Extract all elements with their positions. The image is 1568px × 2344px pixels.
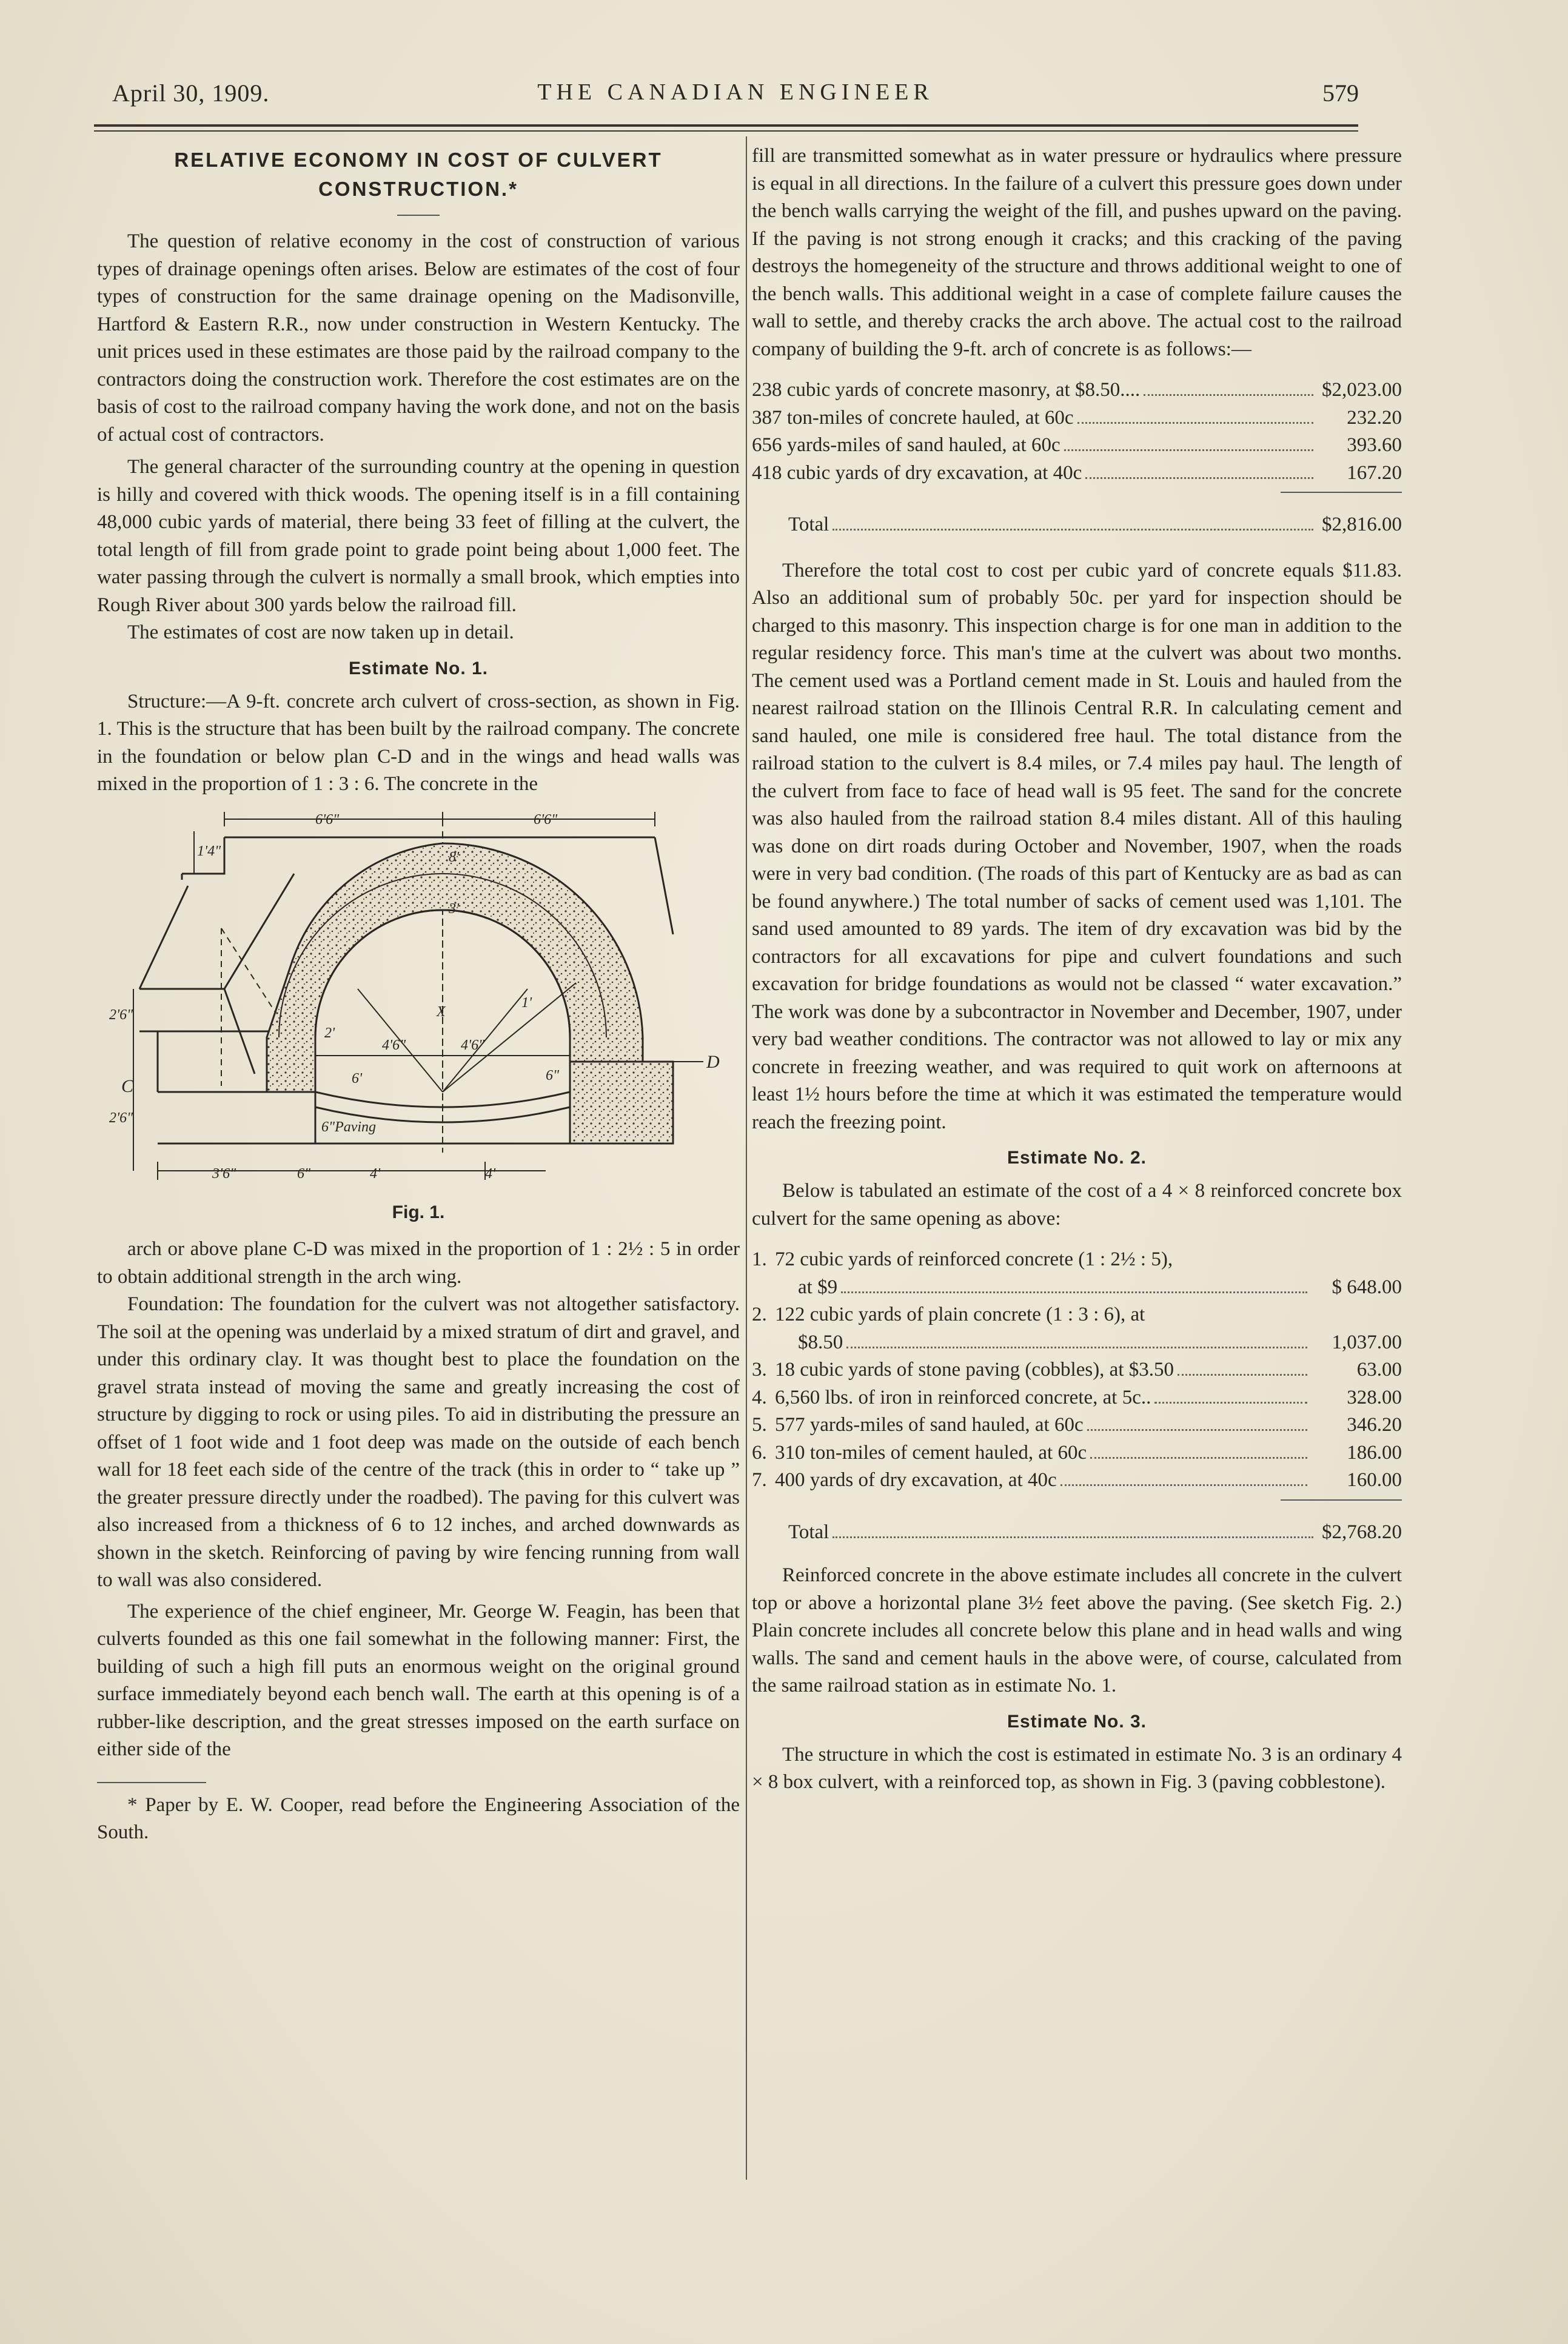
leader-dots (1087, 1429, 1307, 1431)
cost-row (752, 1384, 1402, 1412)
cost-row (752, 1439, 1402, 1467)
estimate-1-heading: Estimate No. 1. (348, 658, 489, 678)
leader-dots (833, 1536, 1313, 1538)
dim-bottom-4-left: 4' (370, 1165, 381, 1182)
leader-dots (1085, 477, 1313, 479)
figure-1-caption: Fig. 1. (392, 1202, 445, 1222)
running-header (112, 79, 1359, 115)
cost-row (752, 460, 1402, 487)
culvert-cross-section-diagram (97, 807, 740, 1195)
cost-label: 18 cubic yards of stone paving (cobbles), at $3.50 (775, 1359, 1174, 1381)
intro-paragraph-1: The question of relative economy in the cost of construction of various types of drainage openings often arises. Below are estimates of the cost of four types of construction for the same drainage opening on the Madisonville, Hartford & Eastern R.R., now under construction in Western Kentucky. The unit prices used in these estimates are those paid by the railroad company to the contractors doing the construction work. Therefore the cost estimates are on the basis of cost to the railroad company having the work done, and not on the basis of actual cost of contractors. (97, 230, 740, 446)
dim-bottom-3-6: 3'6" (212, 1165, 236, 1182)
cost-row (752, 1246, 1402, 1274)
estimate-2-intro: Below is tabulated an estimate of the cost of a 4 × 8 reinforced concrete box culvert for the same opening as above: (752, 1180, 1402, 1230)
estimate-3-heading: Estimate No. 3. (1007, 1711, 1147, 1732)
dim-2-6-upper: 2'6" (109, 1006, 133, 1023)
cost-row (752, 432, 1402, 460)
column-divider (746, 136, 747, 2180)
label-d: D (706, 1051, 720, 1072)
cost-row (752, 377, 1402, 404)
cost-amount: 167.20 (1347, 461, 1402, 484)
cost-row (752, 1356, 1402, 1384)
total-rule (1281, 492, 1402, 493)
leader-dots (833, 529, 1313, 531)
dim-4-6-right: 4'6" (461, 1037, 485, 1053)
estimate-2-heading: Estimate No. 2. (1007, 1148, 1147, 1168)
leader-dots (846, 1347, 1307, 1348)
item-number: 1. (752, 1248, 767, 1270)
item-number: 3. (752, 1359, 767, 1381)
estimate-1-paragraph-1: Structure:—A 9-ft. concrete arch culvert of cross-section, as shown in Fig. 1. This is the structure that has been built by the railroad company. The concrete in the foundation or below plan C-D and in the wings and head walls was mixed in the proportion of 1 : 3 : 6. The concrete in the (97, 690, 740, 795)
total-rule (1281, 1499, 1402, 1501)
leader-dots (1060, 1484, 1307, 1486)
footnote-rule (97, 1782, 206, 1783)
journal-title: THE CANADIAN ENGINEER (537, 79, 934, 105)
paving-label: 6"Paving (321, 1119, 377, 1135)
issue-date: April 30, 1909. (112, 79, 270, 107)
right-paragraph-3: Reinforced concrete in the above estimate includes all concrete in the culvert top or above a horizontal plane 3½ feet above the paving. (See sketch Fig. 2.) Plain concrete includes all concrete below this plane and in head walls and wing walls. The sand and cement hauls in the above were, of course, calculated from the same railroad station as in estimate No. 1. (752, 1564, 1402, 1696)
item-number: 2. (752, 1304, 767, 1325)
right-column (752, 142, 1402, 1797)
article-title (97, 146, 740, 204)
cost-row (752, 1411, 1402, 1439)
dim-6-right: 6" (546, 1067, 560, 1083)
dim-8: 8' (449, 849, 460, 865)
cost-label: 6,560 lbs. of iron in reinforced concrete, at 5c.. (775, 1386, 1151, 1408)
cost-row-cont (752, 1274, 1402, 1302)
leader-dots (1077, 422, 1313, 424)
cost-label: 418 cubic yards of dry excavation, at 40c (752, 461, 1082, 484)
cost-amount: 393.60 (1347, 434, 1402, 456)
cost-label-cont: at $9 (798, 1276, 838, 1298)
item-number: 5. (752, 1414, 767, 1436)
dim-1: 1' (521, 994, 532, 1011)
total-amount: $2,768.20 (1322, 1521, 1402, 1543)
left-column (97, 146, 740, 1847)
dim-top-right: 6'6" (534, 811, 558, 828)
article-title-line-2: CONSTRUCTION.* (318, 178, 518, 200)
cost-amount: $2,023.00 (1322, 379, 1402, 401)
leader-dots (1144, 394, 1313, 396)
leader-dots (841, 1291, 1307, 1293)
cost-amount: 160.00 (1347, 1469, 1402, 1491)
cost-amount: 1,037.00 (1332, 1331, 1402, 1353)
cost-label: 656 yards-miles of sand hauled, at 60c (752, 434, 1060, 456)
right-paragraph-4: The structure in which the cost is estimated in estimate No. 3 is an ordinary 4 × 8 box culvert, with a reinforced top, as shown in Fig. 3 (paving cobblestone). (752, 1743, 1402, 1793)
cost-amount: 186.00 (1347, 1441, 1402, 1464)
cost-amount: $ 648.00 (1332, 1276, 1402, 1298)
estimate-1-paragraph-2: arch or above plane C-D was mixed in the proportion of 1 : 2½ : 5 in order to obtain additional strength in the arch wing. (97, 1238, 740, 1288)
cost-label: 310 ton-miles of cement hauled, at 60c (775, 1441, 1087, 1464)
dim-4-6-left: 4'6" (382, 1037, 406, 1053)
cost-table-estimate-2 (752, 1246, 1402, 1546)
dim-bottom-6: 6" (297, 1165, 311, 1182)
cost-label-cont: $8.50 (798, 1331, 843, 1353)
total-amount: $2,816.00 (1322, 514, 1402, 535)
leader-dots (1154, 1402, 1307, 1404)
cost-label: 400 yards of dry excavation, at 40c (775, 1469, 1057, 1491)
cost-row (752, 404, 1402, 432)
total-label: Total (788, 1521, 829, 1543)
leader-dots (1064, 449, 1313, 451)
cost-table-estimate-1 (752, 377, 1402, 539)
cost-row (752, 1467, 1402, 1495)
page-number: 579 (1322, 79, 1359, 107)
dim-top-left: 6'6" (315, 811, 340, 828)
dim-2-6-lower: 2'6" (109, 1110, 133, 1126)
header-rule (94, 124, 1358, 127)
dim-6: 6' (352, 1070, 363, 1087)
cost-total-row (752, 1519, 1402, 1547)
dim-1-4: 1'4" (197, 843, 221, 859)
footnote (97, 1792, 740, 1847)
cost-row (752, 1301, 1402, 1329)
cost-amount: 346.20 (1347, 1414, 1402, 1436)
cost-label: 238 cubic yards of concrete masonry, at $8.50.... (752, 379, 1141, 401)
cost-label: 72 cubic yards of reinforced concrete (1 : 2½ : 5), (775, 1248, 1173, 1270)
cost-label: 577 yards-miles of sand hauled, at 60c (775, 1414, 1084, 1436)
label-x: X (437, 1003, 446, 1020)
dim-bottom-4-right: 4' (485, 1165, 496, 1182)
dim-3: 3' (449, 900, 460, 917)
cost-label: 122 cubic yards of plain concrete (1 : 3 : 6), at (775, 1304, 1145, 1325)
item-number: 7. (752, 1469, 767, 1491)
right-paragraph-2: Therefore the total cost to cost per cubic yard of concrete equals $11.83. Also an additional sum of probably 50c. per yard for inspection should be charged to this masonry. This inspection charge is for one man in addition to the regular residency force. This man's time at the culvert was about two months. The cement used was a Portland cement made in St. Louis and hauled from the nearest railroad station on the Illinois Central R.R. In calculating cement and sand hauled, one mile is considered free haul. The total distance from the railroad station to the culvert is 8.4 miles, or 7.4 miles pay haul. The length of the culvert from face to face of head wall is 95 feet. The sand for the concrete was also hauled from the railroad station 8.4 miles distant. All of this hauling was done on dirt roads during October and November, 1907, when the roads were in very bad condition. (The roads of this part of Kentucky are as bad as can be found anywhere.) The total number of sacks of cement used was 1,101. The sand used amounted to 89 yards. The item of dry excavation was bid by the contractors for all excavations for pipe and culvert foundations and such excavation for bridge foundations as would not be classed “ water excavation.” The work was done by a subcontractor in November and December, 1907, under very bad weather conditions. The contractor was not allowed to lay or mix any concrete in freezing weather, and was required to quit work on afternoons at least 1½ hours before the time at which it was estimated the temperature would reach the freezing point. (752, 559, 1402, 1133)
cost-total-row (752, 511, 1402, 539)
dim-2: 2' (324, 1025, 335, 1041)
item-number: 4. (752, 1386, 767, 1408)
cost-label: 387 ton-miles of concrete hauled, at 60c (752, 406, 1074, 429)
right-paragraph-1: fill are transmitted somewhat as in water pressure or hydraulics where pressure is equal in all directions. In the failure of a culvert this pressure goes down under the bench walls carrying the weight of the fill, and pushes upward on the paving. If the paving is not strong enough it cracks; and this cracking of the paving destroys the homegeneity of the structure and throws additional weight to one of the bench walls. This additional weight in a case of complete failure causes the wall to settle, and thereby cracks the arch above. The actual cost to the railroad company of building the 9-ft. arch of concrete is as follows:— (752, 145, 1402, 360)
cost-amount: 328.00 (1347, 1386, 1402, 1408)
article-title-line-1: RELATIVE ECONOMY IN COST OF CULVERT (174, 149, 663, 171)
header-rule-thin (94, 130, 1358, 132)
footnote-text: * Paper by E. W. Cooper, read before the Engineering Association of the South. (97, 1793, 740, 1843)
title-rule (397, 215, 440, 216)
cost-amount: 232.20 (1347, 406, 1402, 429)
label-c: C (121, 1076, 134, 1096)
intro-paragraph-3: The estimates of cost are now taken up in detail. (127, 621, 514, 643)
item-number: 6. (752, 1441, 767, 1464)
estimate-1-paragraph-3: Foundation: The foundation for the culvert was not altogether satisfactory. The soil at the opening was underlaid by a mixed stratum of dirt and gravel, and under this ordinary clay. It was thought best to place the foundation on the gravel strata instead of moving the same and greatly increasing the cost of structure by digging to rock or using piles. To aid in distributing the pressure an offset of 1 foot wide and 1 foot deep was made on the outside of each bench wall for 18 feet each side of the centre of the track (this in order to “ take up ” the greater pressure directly under the roadbed). The paving for this culvert was also increased from a thickness of 6 to 12 inches, and arched downwards as shown in the sketch. Reinforcing of paving by wire fencing running from wall to wall was also considered. (97, 1293, 740, 1591)
total-label: Total (788, 514, 829, 535)
figure-1 (97, 807, 740, 1195)
cost-row-cont (752, 1329, 1402, 1357)
estimate-1-paragraph-4: The experience of the chief engineer, Mr. George W. Feagin, has been that culverts founded as this one fail somewhat in the following manner: First, the building of such a high fill puts an enormous weight on the original ground surface immediately beyond each bench wall. The earth at this opening is of a rubber-like description, and the great stresses imposed on the earth surface on either side of the (97, 1600, 740, 1760)
leader-dots (1090, 1457, 1307, 1459)
intro-paragraph-2: The general character of the surrounding country at the opening in question is hilly and covered with thick woods. The opening itself is in a fill containing 48,000 cubic yards of material, there being 33 feet of filling at the culvert, the total length of fill from grade point to grade point being about 1,000 feet. The water passing through the culvert is normally a small brook, which empties into Rough River about 300 yards below the railroad fill. (97, 456, 740, 616)
cost-amount: 63.00 (1356, 1359, 1402, 1381)
leader-dots (1178, 1374, 1307, 1376)
